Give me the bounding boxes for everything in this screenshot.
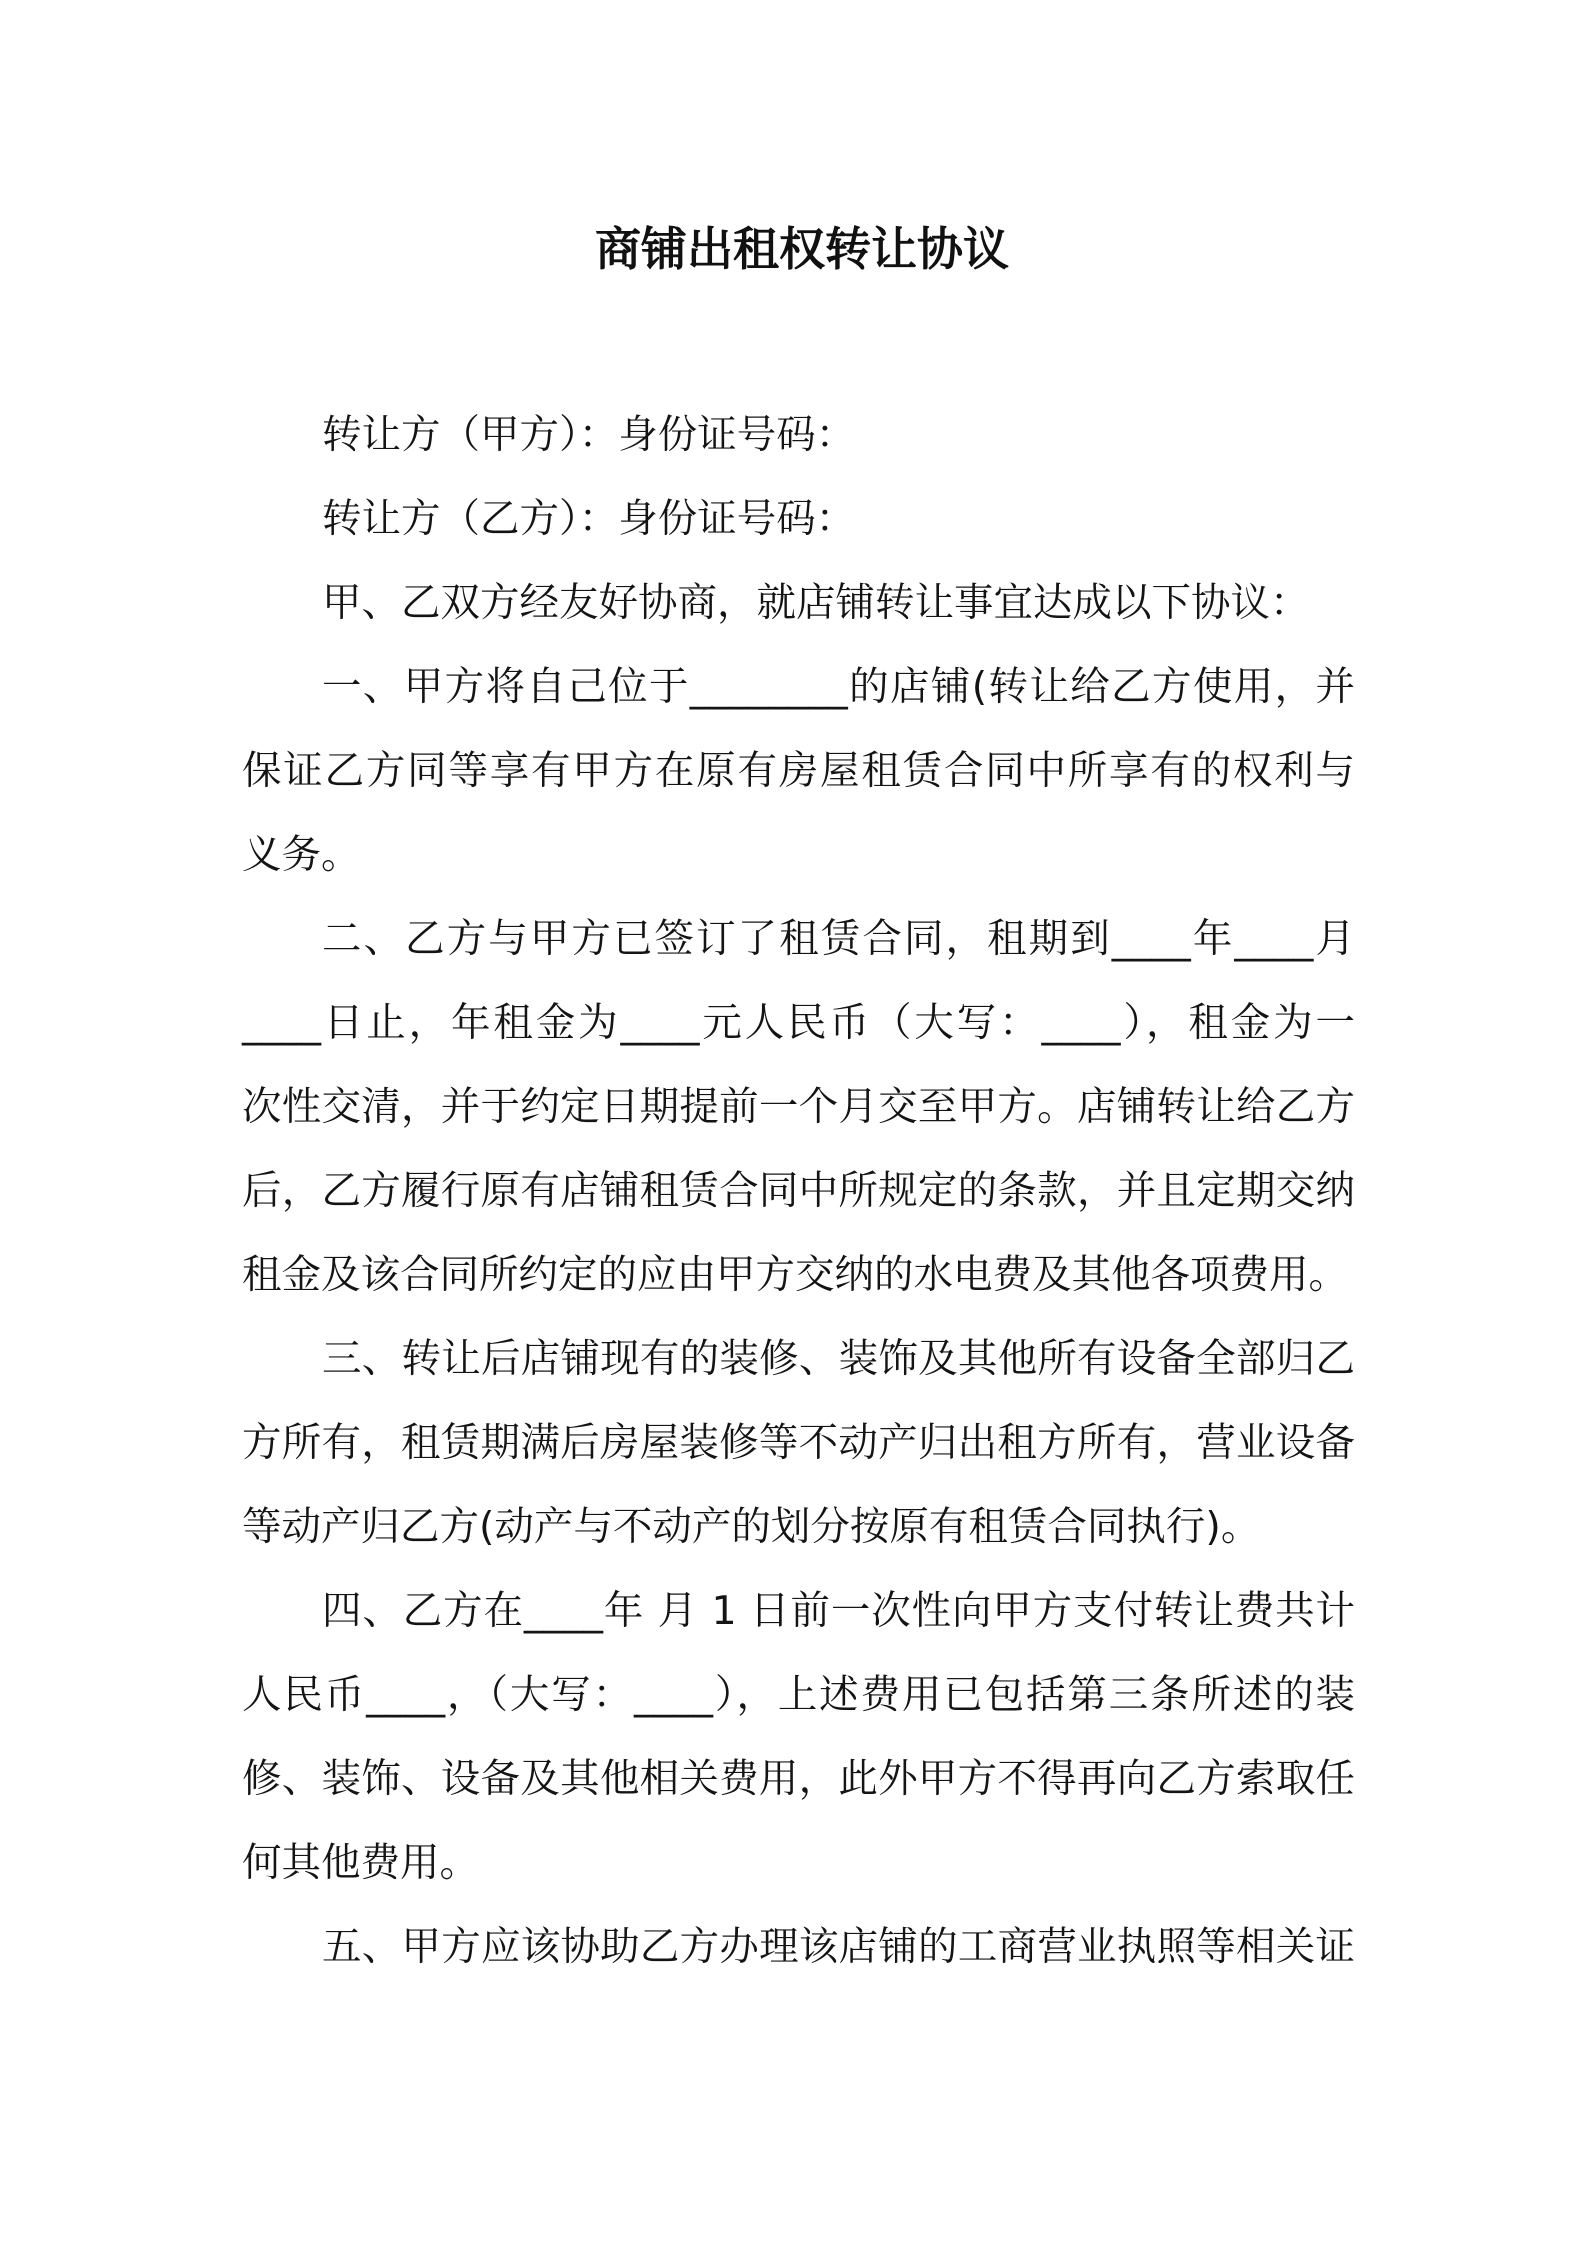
paragraph-line: 修、装饰、设备及其他相关费用，此外甲方不得再向乙方索取任 [242,1756,1355,1802]
paragraph-line: 二、乙方与甲方已签订了租赁合同，租期到____年____月 [322,916,1355,962]
paragraph-party-a [242,393,1355,477]
paragraph-clause-4 [242,1569,1355,1905]
paragraph-line: 义务。 [242,832,361,878]
paragraph-line: 人民币____，（大写：____），上述费用已包括第三条所述的装 [242,1672,1355,1718]
paragraph-line: 转让方（甲方）：身份证号码： [322,412,856,458]
paragraph-line: 方所有，租赁期满后房屋装修等不动产归出租方所有，营业设备 [242,1420,1355,1466]
document-body [242,393,1355,1989]
paragraph-clause-1 [242,645,1355,897]
paragraph-line: 一、甲方将自己位于________的店铺(转让给乙方使用，并 [322,664,1355,710]
paragraph-line: 租金及该合同所约定的应由甲方交纳的水电费及其他各项费用。 [242,1252,1348,1298]
paragraph-line: 何其他费用。 [242,1840,479,1886]
paragraph-line: 保证乙方同等享有甲方在原有房屋租赁合同中所享有的权利与 [242,748,1355,794]
paragraph-line: ____日止，年租金为____元人民币（大写：____），租金为一 [242,1000,1355,1046]
paragraph-party-b [242,477,1355,561]
paragraph-line: 转让方（乙方）：身份证号码： [322,496,856,542]
paragraph-line: 四、乙方在____年 月 1 日前一次性向甲方支付转让费共计 [322,1588,1355,1634]
paragraph-line: 等动产归乙方(动产与不动产的划分按原有租赁合同执行)。 [242,1504,1261,1550]
paragraph-line: 三、转让后店铺现有的装修、装饰及其他所有设备全部归乙 [322,1336,1355,1382]
paragraph-line: 五、甲方应该协助乙方办理该店铺的工商营业执照等相关证 [322,1924,1355,1970]
paragraph-clause-3 [242,1317,1355,1569]
paragraph-clause-5 [242,1905,1355,1989]
paragraph-line: 甲、乙双方经友好协商，就店铺转让事宜达成以下协议： [322,580,1310,626]
paragraph-line: 次性交清，并于约定日期提前一个月交至甲方。店铺转让给乙方 [242,1084,1355,1130]
paragraph-clause-2 [242,897,1355,1317]
document-title: 商铺出租权转让协议 [595,222,1009,276]
paragraph-line: 后，乙方履行原有店铺租赁合同中所规定的条款，并且定期交纳 [242,1168,1355,1214]
paragraph-preamble [242,561,1355,645]
